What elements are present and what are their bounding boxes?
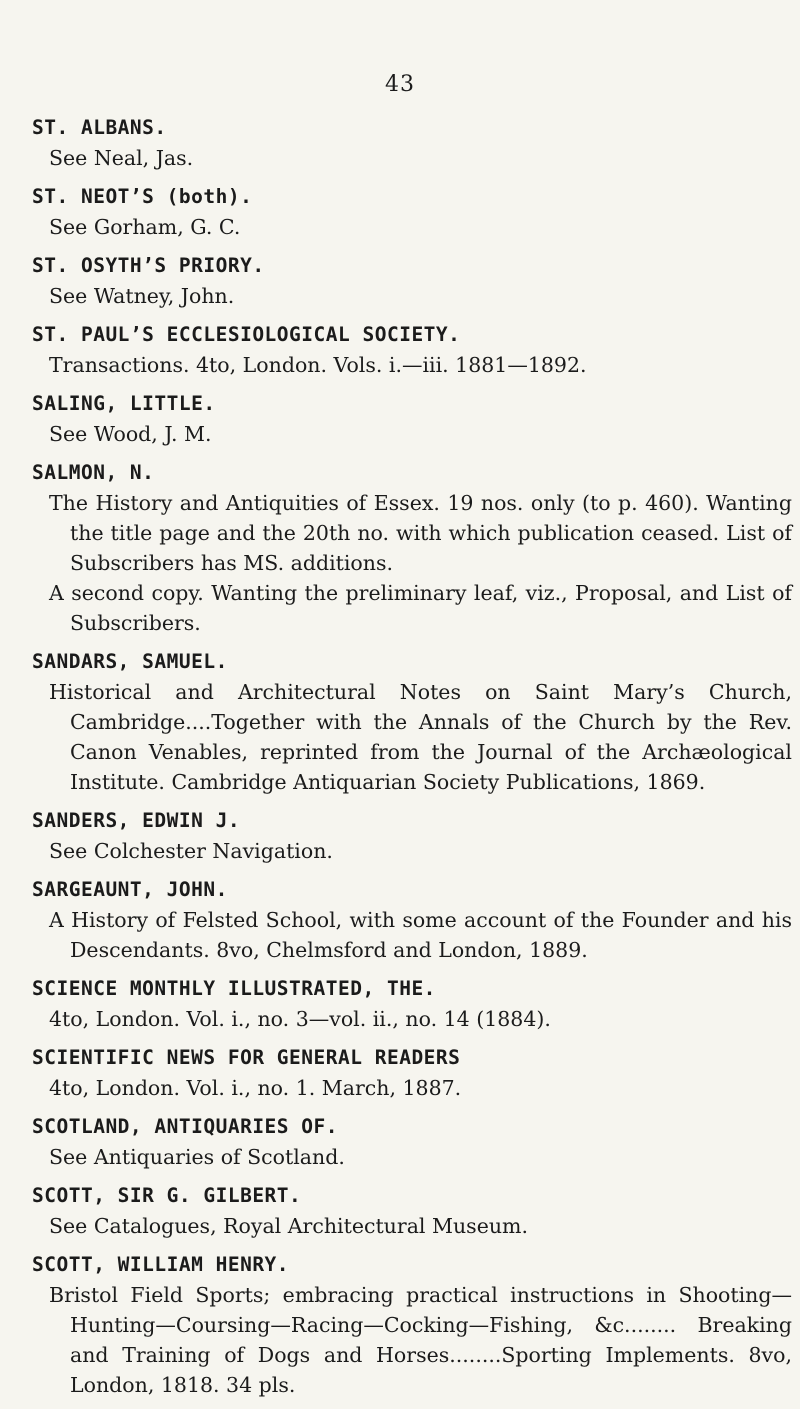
entry-heading: SANDARS, SAMUEL. bbox=[32, 650, 228, 673]
entry-line: 4to, London. Vol. i., no. 3—vol. ii., no. 14 (1884). bbox=[49, 1007, 551, 1031]
entry-heading: SANDERS, EDWIN J. bbox=[32, 809, 241, 832]
entry-line: Bristol Field Sports; embracing practical instructions in Shooting—Hunting—Coursing—Racing—Cocking—Fishing, &c........ Breaking and Training of Dogs and Horses........Sporting Implements. 8vo, London, 1818. 34 pls. bbox=[49, 1283, 792, 1397]
entry-scott-william-henry bbox=[32, 1250, 792, 1400]
entry-heading: SCIENTIFIC NEWS FOR GENERAL READERS bbox=[32, 1046, 461, 1069]
entry-heading: SCOTT, SIR G. GILBERT. bbox=[32, 1184, 302, 1207]
entry-heading: ST. PAUL’S ECCLESIOLOGICAL SOCIETY. bbox=[32, 323, 461, 346]
entry-heading: ST. ALBANS. bbox=[32, 116, 167, 139]
entry-line: See Wood, J. M. bbox=[49, 422, 212, 446]
entry-scott-gilbert bbox=[32, 1181, 792, 1241]
entry-st-pauls-ecclesiological-society bbox=[32, 320, 792, 380]
entry-line: 4to, London. Vol. i., no. 1. March, 1887. bbox=[49, 1076, 462, 1100]
entry-heading: ST. NEOT’S (both). bbox=[32, 185, 253, 208]
entry-heading: SCIENCE MONTHLY ILLUSTRATED, THE. bbox=[32, 977, 436, 1000]
entry-scotland-antiquaries bbox=[32, 1112, 792, 1172]
entry-st-neots bbox=[32, 182, 792, 242]
entry-line: See Antiquaries of Scotland. bbox=[49, 1145, 345, 1169]
entry-salmon bbox=[32, 458, 792, 638]
entry-line: See Colchester Navigation. bbox=[49, 839, 333, 863]
entry-science-monthly-illustrated bbox=[32, 974, 792, 1034]
entry-saling-little bbox=[32, 389, 792, 449]
entry-heading: ST. OSYTH’S PRIORY. bbox=[32, 254, 265, 277]
entry-heading: SCOTLAND, ANTIQUARIES OF. bbox=[32, 1115, 338, 1138]
entry-line: A second copy. Wanting the preliminary leaf, viz., Proposal, and List of Subscribers. bbox=[49, 581, 792, 635]
entry-line: See Catalogues, Royal Architectural Museum. bbox=[49, 1214, 528, 1238]
entry-heading: SCOTT, WILLIAM HENRY. bbox=[32, 1253, 290, 1276]
entry-heading: SALMON, N. bbox=[32, 461, 155, 484]
entry-line: See Neal, Jas. bbox=[49, 146, 194, 170]
entry-line: Transactions. 4to, London. Vols. i.—iii. 1881—1892. bbox=[49, 353, 587, 377]
entry-sandars-samuel bbox=[32, 647, 792, 797]
entry-heading: SARGEAUNT, JOHN. bbox=[32, 878, 228, 901]
entry-line: The History and Antiquities of Essex. 19 nos. only (to p. 460). Wanting the title page and the 20th no. with which publication ceased. List of Subscribers has MS. additions. bbox=[49, 491, 792, 575]
entry-sargeaunt-john bbox=[32, 875, 792, 965]
entry-heading: SALING, LITTLE. bbox=[32, 392, 216, 415]
entry-line: See Watney, John. bbox=[49, 284, 235, 308]
entry-st-osyths-priory bbox=[32, 251, 792, 311]
entry-sanders-edwin bbox=[32, 806, 792, 866]
entry-st-albans bbox=[32, 113, 792, 173]
entry-line: A History of Felsted School, with some account of the Founder and his Descendants. 8vo, Chelmsford and London, 1889. bbox=[49, 908, 792, 962]
entry-scientific-news bbox=[32, 1043, 792, 1103]
entry-list bbox=[32, 113, 792, 1409]
entry-line: Historical and Architectural Notes on Saint Mary’s Church, Cambridge....Together with the Annals of the Church by the Rev. Canon Venables, reprinted from the Journal of the Archæological Institute. Cambridge Antiquarian Society Publications, 1869. bbox=[49, 680, 792, 794]
entry-line: See Gorham, G. C. bbox=[49, 215, 241, 239]
page-number: 43 bbox=[385, 72, 415, 97]
